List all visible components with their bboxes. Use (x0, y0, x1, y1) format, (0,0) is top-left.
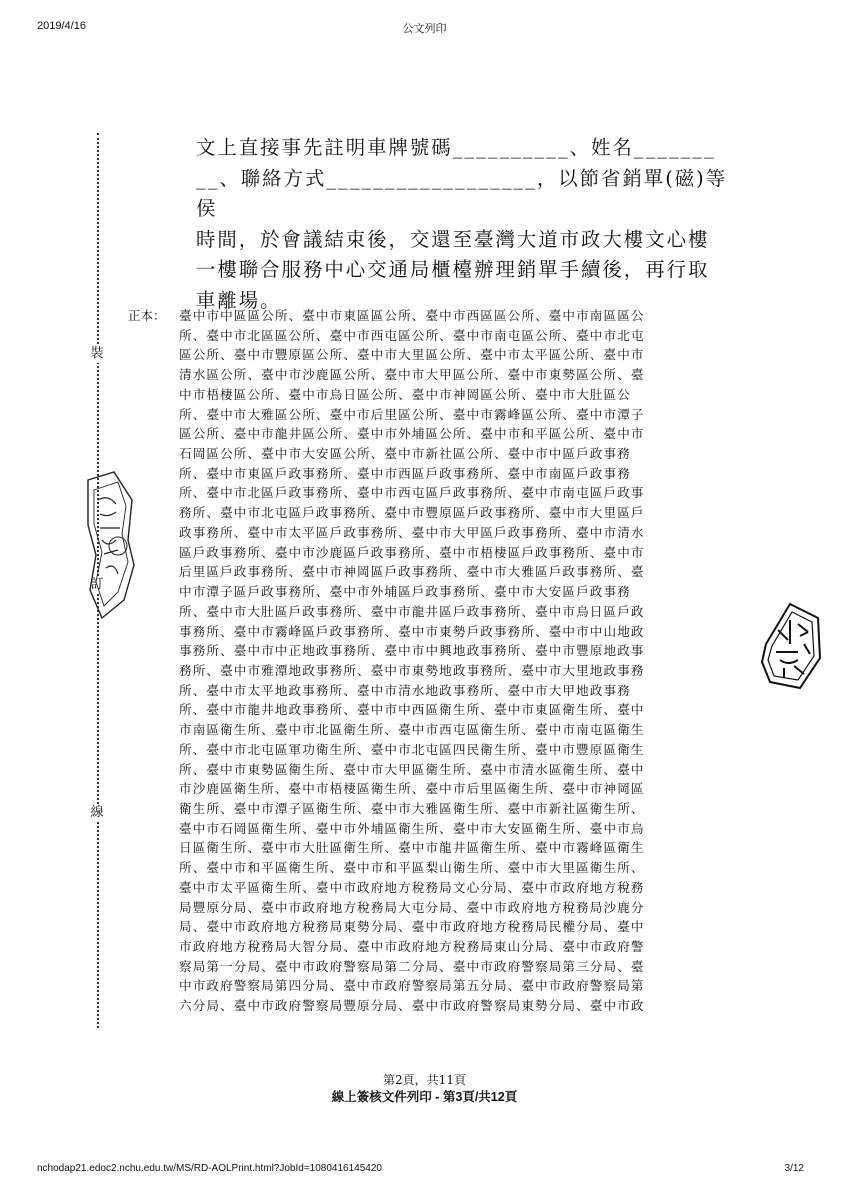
binding-mark-zhuang: 裝 (86, 345, 108, 363)
print-date: 2019/4/16 (37, 20, 86, 32)
print-page-count: 3/12 (784, 1163, 804, 1174)
print-title: 公文列印 (402, 23, 447, 35)
seal-stamp-right (760, 600, 822, 692)
page-number: 第2頁，共11頁 (383, 1073, 466, 1087)
body-paragraph: 文上直接事先註明車牌號碼__________、姓名_______ __、聯絡方式__________________，以節省銷單(磁)等侯 時間，於會議結束後，交還至臺灣大道市政大樓文心樓 一樓聯合服務中心交通局櫃檯辦理銷單手續後，再行取 車離場。 (196, 136, 728, 312)
print-url: nchodap21.edoc2.nchu.edu.tw/MS/RD-AOLPrint.html?JobId=1080416145420 (37, 1163, 382, 1174)
binding-mark-ding: 訂 (86, 576, 108, 594)
system-page-info: 線上簽核文件列印 - 第3頁/共12頁 (331, 1090, 518, 1104)
cc-label: 正本： (128, 308, 166, 323)
seal-stamp-left (84, 470, 136, 620)
cc-recipient-list: 臺中市中區區公所、臺中市東區區公所、臺中市西區區公所、臺中市南區區公 所、臺中市北區區公所、臺中市西屯區公所、臺中市南屯區公所、臺中市北屯 區公所、臺中市豐原區公所、臺中市大里區公所、臺中市太平區公所、臺中市 清水區公所、臺中市沙鹿區公所、臺中市大甲區公所、臺中市東勢區公所、臺 中市梧棲區公所、臺中市烏日區公所、臺中市神岡區公所、臺中市大肚區公 所、臺中市大雅區公所、臺中市后里區公所、臺中市霧峰區公所、臺中市潭子 區公所、臺中市龍井區公所、臺中市外埔區公所、臺中市和平區公所、臺中市 石岡區公所、臺中市大安區公所、臺中市新社區公所、臺中市中區戶政事務 所、臺中市東區戶政事務所、臺中市西區戶政事務所、臺中市南區戶政事務 所、臺中市北區戶政事務所、臺中市西屯區戶政事務所、臺中市南屯區戶政事 務所、臺中市北屯區戶政事務所、臺中市豐原區戶政事務所、臺中市大里區戶 政事務所、臺中市太平區戶政事務所、臺中市大甲區戶政事務所、臺中市清水 區戶政事務所、臺中市沙鹿區戶政事務所、臺中市梧棲區戶政事務所、臺中市 后里區戶政事務所、臺中市神岡區戶政事務所、臺中市大雅區戶政事務所、臺 中市潭子區戶政事務所、臺中市外埔區戶政事務所、臺中市大安區戶政事務 所、臺中市大肚區戶政事務所、臺中市龍井區戶政事務所、臺中市烏日區戶政 事務所、臺中市霧峰區戶政事務所、臺中市東勢戶政事務所、臺中市中山地政 事務所、臺中市中正地政事務所、臺中市中興地政事務所、臺中市豐原地政事 務所、臺中市雅潭地政事務所、臺中市東勢地政事務所、臺中市大里地政事務 所、臺中市太平地政事務所、臺中市清水地政事務所、臺中市大甲地政事務 所、臺中市龍井地政事務所、臺中市中西區衛生所、臺中市東區衛生所、臺中 市南區衛生所、臺中市北區衛生所、臺中市西屯區衛生所、臺中市南屯區衛生 所、臺中市北屯區軍功衛生所、臺中市北屯區四民衛生所、臺中市豐原區衛生 所、臺中市東勢區衛生所、臺中市大甲區衛生所、臺中市清水區衛生所、臺中 市沙鹿區衛生所、臺中市梧棲區衛生所、臺中市后里區衛生所、臺中市神岡區 衛生所、臺中市潭子區衛生所、臺中市大雅區衛生所、臺中市新社區衛生所、 臺中市石岡區衛生所、臺中市外埔區衛生所、臺中市大安區衛生所、臺中市烏 日區衛生所、臺中市大肚區衛生所、臺中市龍井區衛生所、臺中市霧峰區衛生 所、臺中市和平區衛生所、臺中市和平區梨山衛生所、臺中市大里區衛生所、 臺中市太平區衛生所、臺中市政府地方稅務局文心分局、臺中市政府地方稅務 局豐原分局、臺中市政府地方稅務局大屯分局、臺中市政府地方稅務局沙鹿分 局、臺中市政府地方稅務局東勢分局、臺中市政府地方稅務局民權分局、臺中 市政府地方稅務局大智分局、臺中市政府地方稅務局東山分局、臺中市政府警 察局第一分局、臺中市政府警察局第二分局、臺中市政府警察局第三分局、臺 中市政府警察局第四分局、臺中市政府警察局第五分局、臺中市政府警察局第 六分局、臺中市政府警察局豐原分局、臺中市政府警察局東勢分局、臺中市政 (179, 308, 645, 1014)
binding-mark-xian: 線 (86, 804, 108, 822)
